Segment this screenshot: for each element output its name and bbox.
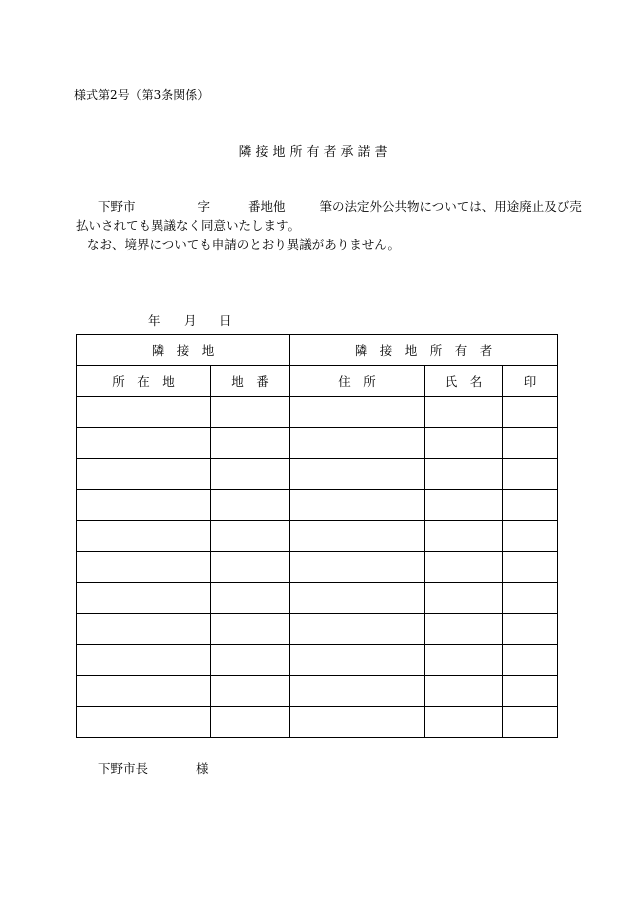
table-cell[interactable] bbox=[425, 614, 503, 645]
table-cell[interactable] bbox=[425, 521, 503, 552]
table-row bbox=[77, 583, 558, 614]
table-cell[interactable] bbox=[211, 676, 290, 707]
table-cell[interactable] bbox=[77, 490, 211, 521]
table-row bbox=[77, 676, 558, 707]
body-banchi: 番地他 bbox=[248, 199, 286, 214]
table-cell[interactable] bbox=[211, 707, 290, 738]
table-cell[interactable] bbox=[211, 428, 290, 459]
table-cell[interactable] bbox=[77, 707, 211, 738]
table-cell[interactable] bbox=[503, 552, 558, 583]
table-cell[interactable] bbox=[77, 397, 211, 428]
table-cell[interactable] bbox=[503, 397, 558, 428]
table-cell[interactable] bbox=[77, 583, 211, 614]
table-row bbox=[77, 645, 558, 676]
document-title: 隣接地所有者承諾書 bbox=[238, 145, 392, 160]
table-cell[interactable] bbox=[77, 459, 211, 490]
owners-table bbox=[76, 334, 558, 738]
table-cell[interactable] bbox=[425, 428, 503, 459]
table-cell[interactable] bbox=[77, 428, 211, 459]
table-row bbox=[77, 428, 558, 459]
table-cell[interactable] bbox=[425, 397, 503, 428]
body-aza: 字 bbox=[197, 199, 211, 214]
column-header-address: 住 所 bbox=[290, 366, 425, 397]
table-cell[interactable] bbox=[211, 645, 290, 676]
table-cell[interactable] bbox=[211, 459, 290, 490]
table-cell[interactable] bbox=[77, 614, 211, 645]
body-line-2: 払いされても異議なく同意いたします。 bbox=[76, 218, 301, 233]
table-row bbox=[77, 490, 558, 521]
table-cell[interactable] bbox=[425, 490, 503, 521]
table-row bbox=[77, 397, 558, 428]
table-body bbox=[77, 397, 558, 738]
date-month: 月 bbox=[184, 313, 197, 328]
table-cell[interactable] bbox=[211, 397, 290, 428]
addressee-honorific: 様 bbox=[196, 761, 209, 776]
table-cell[interactable] bbox=[425, 552, 503, 583]
table-cell[interactable] bbox=[503, 614, 558, 645]
table-cell[interactable] bbox=[290, 459, 425, 490]
table-cell[interactable] bbox=[290, 645, 425, 676]
table-group-header-row bbox=[77, 335, 558, 366]
column-header-lot-number: 地 番 bbox=[211, 366, 290, 397]
date-year: 年 bbox=[148, 313, 161, 328]
addressee bbox=[98, 759, 209, 777]
table-cell[interactable] bbox=[77, 645, 211, 676]
column-header-name: 氏 名 bbox=[425, 366, 503, 397]
table-cell[interactable] bbox=[425, 676, 503, 707]
table-cell[interactable] bbox=[503, 645, 558, 676]
table-cell[interactable] bbox=[211, 521, 290, 552]
column-header-location: 所 在 地 bbox=[77, 366, 211, 397]
table-cell[interactable] bbox=[425, 645, 503, 676]
table-cell[interactable] bbox=[290, 676, 425, 707]
table-row bbox=[77, 707, 558, 738]
table-cell[interactable] bbox=[425, 707, 503, 738]
table-cell[interactable] bbox=[211, 490, 290, 521]
table-cell[interactable] bbox=[290, 428, 425, 459]
table-cell[interactable] bbox=[290, 614, 425, 645]
date-day: 日 bbox=[219, 313, 232, 328]
group-header-adjacent-owner: 隣 接 地 所 有 者 bbox=[290, 335, 558, 366]
column-header-seal: 印 bbox=[503, 366, 558, 397]
form-number: 様式第2号（第3条関係） bbox=[74, 88, 210, 102]
group-header-adjacent-land: 隣 接 地 bbox=[77, 335, 290, 366]
table-cell[interactable] bbox=[211, 552, 290, 583]
addressee-mayor: 下野市長 bbox=[98, 761, 149, 776]
table-row bbox=[77, 614, 558, 645]
table-cell[interactable] bbox=[425, 459, 503, 490]
table-cell[interactable] bbox=[503, 583, 558, 614]
table-cell[interactable] bbox=[503, 490, 558, 521]
table-cell[interactable] bbox=[290, 397, 425, 428]
body-city: 下野市 bbox=[98, 199, 136, 214]
table-cell[interactable] bbox=[77, 676, 211, 707]
table-cell[interactable] bbox=[503, 521, 558, 552]
body-line-1 bbox=[98, 197, 582, 215]
table-cell[interactable] bbox=[425, 583, 503, 614]
table-cell[interactable] bbox=[503, 428, 558, 459]
table-cell[interactable] bbox=[503, 676, 558, 707]
table-cell[interactable] bbox=[290, 552, 425, 583]
table-cell[interactable] bbox=[211, 583, 290, 614]
table-cell[interactable] bbox=[290, 490, 425, 521]
body-line-3: なお、境界についても申請のとおり異議がありません。 bbox=[87, 237, 401, 252]
table-row bbox=[77, 521, 558, 552]
table-cell[interactable] bbox=[503, 459, 558, 490]
table-cell[interactable] bbox=[290, 521, 425, 552]
table-cell[interactable] bbox=[503, 707, 558, 738]
body-text-1: 筆の法定外公共物については、用途廃止及び売 bbox=[319, 199, 582, 214]
table-row bbox=[77, 552, 558, 583]
table-cell[interactable] bbox=[77, 521, 211, 552]
table-cell[interactable] bbox=[77, 552, 211, 583]
table-cell[interactable] bbox=[290, 707, 425, 738]
table-cell[interactable] bbox=[290, 583, 425, 614]
table-cell[interactable] bbox=[211, 614, 290, 645]
table-row bbox=[77, 459, 558, 490]
table-column-header-row bbox=[77, 366, 558, 397]
